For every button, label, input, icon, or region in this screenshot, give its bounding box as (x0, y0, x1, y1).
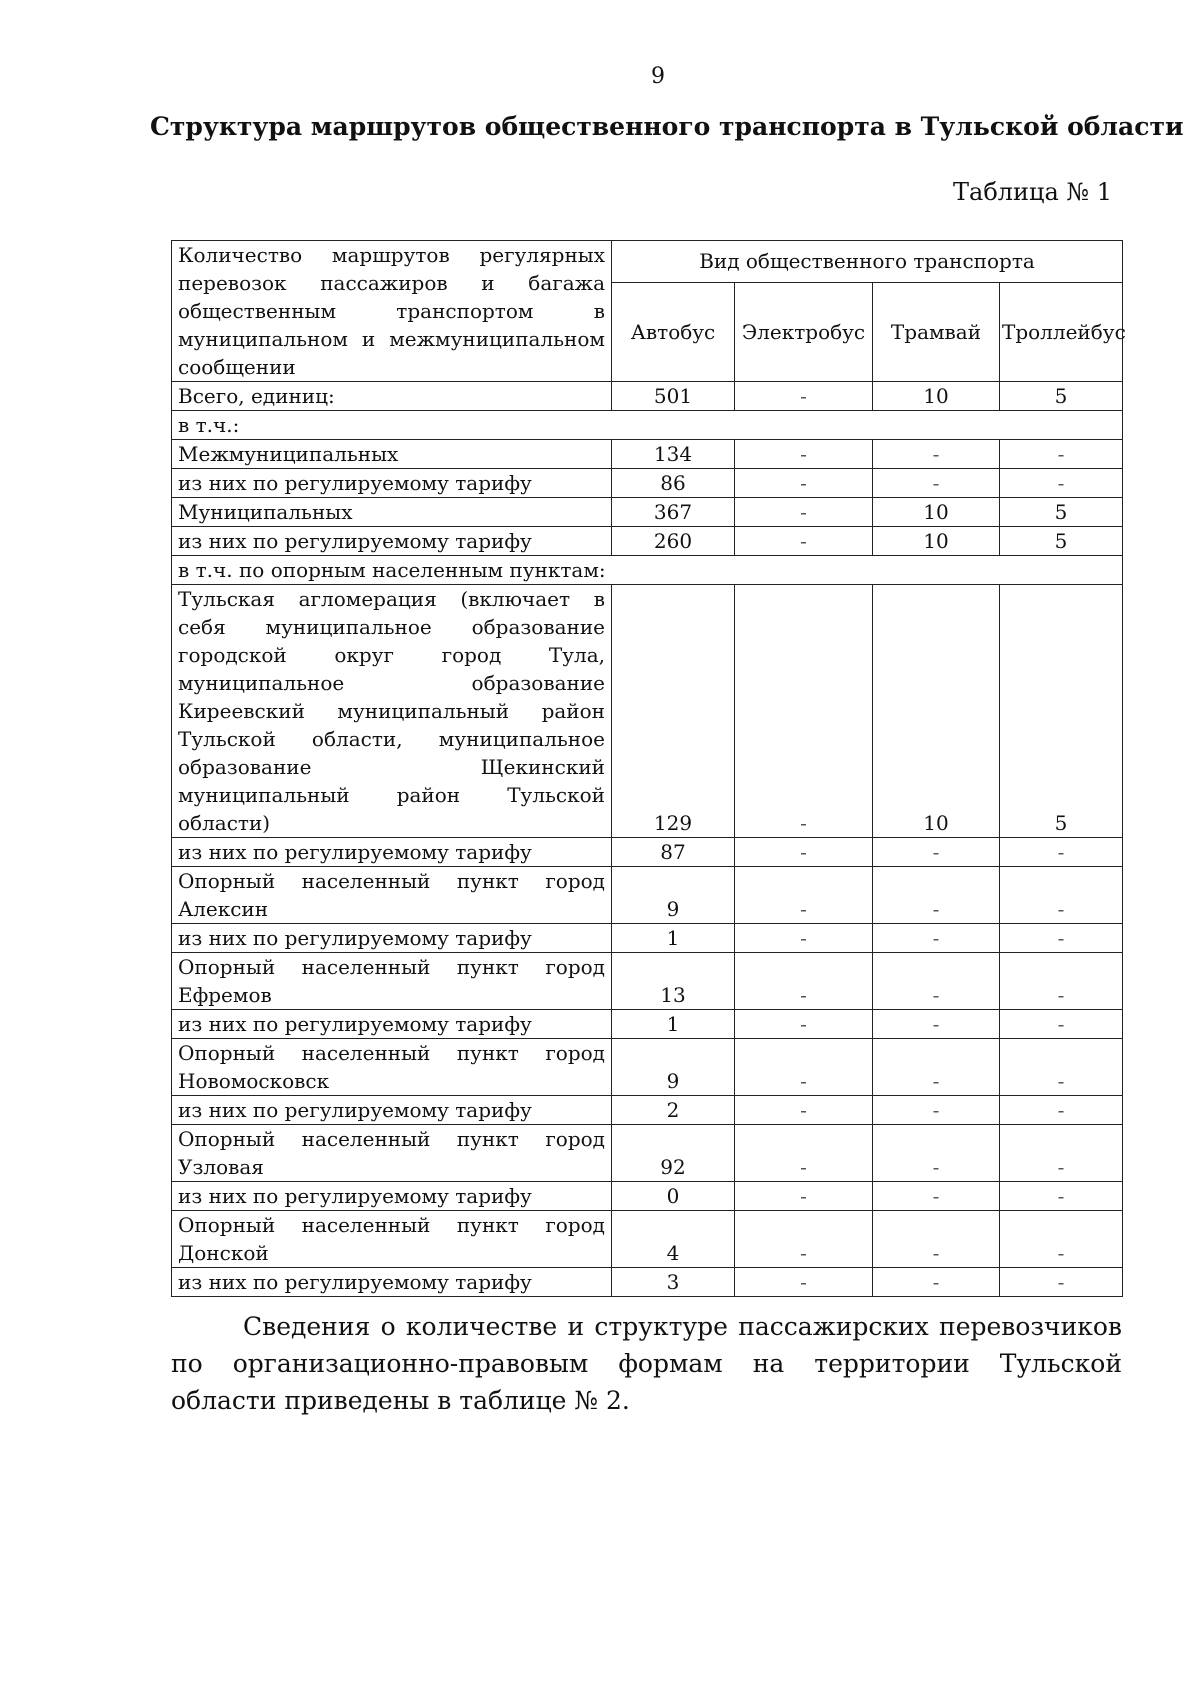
value-cell: - (873, 1182, 1000, 1211)
value-cell: - (873, 1125, 1000, 1182)
page-number: 9 (651, 64, 665, 89)
value-cell: - (735, 953, 873, 1010)
value-cell: 5 (1000, 382, 1123, 411)
value-cell: 1 (612, 924, 735, 953)
column-header-trolleybus: Троллейбус (1000, 282, 1123, 381)
value-cell: 10 (873, 527, 1000, 556)
value-cell: - (735, 1010, 873, 1039)
value-cell: - (1000, 1268, 1123, 1297)
value-cell: - (873, 924, 1000, 953)
value-cell: - (735, 1125, 873, 1182)
value-cell: 92 (612, 1125, 735, 1182)
value-cell: - (1000, 440, 1123, 469)
value-cell: - (735, 440, 873, 469)
row-label-cell: из них по регулируемому тарифу (172, 1096, 612, 1125)
value-cell: - (735, 1182, 873, 1211)
section-label-cell: в т.ч.: (172, 411, 1123, 440)
row-label-cell: Тульская агломерация (включает в себя муниципальное образование городской округ город Тула, муниципальное образование Киреевский муниципальный район Тульской области, муниципальное образование Щекинский муниципальный район Тульской области) (172, 585, 612, 838)
header-group-cell: Вид общественного транспорта (612, 241, 1123, 283)
column-header-bus: Автобус (612, 282, 735, 381)
value-cell: 367 (612, 498, 735, 527)
value-cell: - (873, 1096, 1000, 1125)
row-label-cell: Межмуниципальных (172, 440, 612, 469)
section-label-cell: в т.ч. по опорным населенным пунктам: (172, 556, 1123, 585)
value-cell: - (735, 1268, 873, 1297)
row-label-cell: из них по регулируемому тарифу (172, 1010, 612, 1039)
value-cell: - (735, 838, 873, 867)
row-label-cell: Опорный населенный пункт город Алексин (172, 867, 612, 924)
value-cell: 5 (1000, 585, 1123, 838)
value-cell: 5 (1000, 498, 1123, 527)
column-header-electrobus: Электробус (735, 282, 873, 381)
value-cell: 9 (612, 867, 735, 924)
table-row (172, 1268, 1123, 1297)
row-label-cell: Всего, единиц: (172, 382, 612, 411)
row-label-cell: Опорный населенный пункт город Ефремов (172, 953, 612, 1010)
table-row (172, 498, 1123, 527)
value-cell: - (873, 440, 1000, 469)
value-cell: 501 (612, 382, 735, 411)
table-row (172, 585, 1123, 838)
value-cell: - (735, 527, 873, 556)
table-row (172, 1182, 1123, 1211)
table-row (172, 469, 1123, 498)
table-row (172, 556, 1123, 585)
value-cell: - (735, 924, 873, 953)
value-cell: 3 (612, 1268, 735, 1297)
value-cell: - (735, 1096, 873, 1125)
table-row (172, 382, 1123, 411)
column-header-tram: Трамвай (873, 282, 1000, 381)
value-cell: - (1000, 469, 1123, 498)
value-cell: - (735, 469, 873, 498)
value-cell: - (735, 1039, 873, 1096)
table-row (172, 924, 1123, 953)
value-cell: 86 (612, 469, 735, 498)
routes-table (171, 240, 1126, 1297)
table-row (172, 527, 1123, 556)
value-cell: 1 (612, 1010, 735, 1039)
row-label-cell: Муниципальных (172, 498, 612, 527)
value-cell: - (873, 1010, 1000, 1039)
row-label-cell: Опорный населенный пункт город Узловая (172, 1125, 612, 1182)
table-row (172, 1211, 1123, 1268)
row-label-cell: из них по регулируемому тарифу (172, 1268, 612, 1297)
value-cell: 5 (1000, 527, 1123, 556)
value-cell: - (735, 1211, 873, 1268)
value-cell: 2 (612, 1096, 735, 1125)
row-label-cell: из них по регулируемому тарифу (172, 469, 612, 498)
row-label-cell: Опорный населенный пункт город Донской (172, 1211, 612, 1268)
value-cell: 129 (612, 585, 735, 838)
document-title: Структура маршрутов общественного транспорта в Тульской области (150, 112, 1184, 141)
value-cell: 0 (612, 1182, 735, 1211)
value-cell: - (735, 382, 873, 411)
value-cell: 87 (612, 838, 735, 867)
value-cell: 13 (612, 953, 735, 1010)
table-caption: Таблица № 1 (953, 178, 1112, 206)
table-row (172, 440, 1123, 469)
value-cell: 9 (612, 1039, 735, 1096)
body-paragraph: Сведения о количестве и структуре пассажирских перевозчиков по организационно-правовым формам на территории Тульской области приведены в таблице № 2. (171, 1312, 1122, 1415)
table-row (172, 953, 1123, 1010)
value-cell: - (873, 1268, 1000, 1297)
value-cell: - (873, 469, 1000, 498)
value-cell: 10 (873, 382, 1000, 411)
value-cell: - (1000, 924, 1123, 953)
value-cell: - (1000, 838, 1123, 867)
header-label-cell: Количество маршрутов регулярных перевозок пассажиров и багажа общественным транспортом в муниципальном и межмуниципальном сообщении (172, 241, 612, 382)
value-cell: - (1000, 1096, 1123, 1125)
table-row (172, 1096, 1123, 1125)
row-label-cell: Опорный населенный пункт город Новомосковск (172, 1039, 612, 1096)
value-cell: - (1000, 953, 1123, 1010)
value-cell: - (1000, 1010, 1123, 1039)
value-cell: - (873, 1211, 1000, 1268)
table-row (172, 1125, 1123, 1182)
value-cell: 134 (612, 440, 735, 469)
value-cell: - (1000, 1125, 1123, 1182)
table-row (172, 1010, 1123, 1039)
value-cell: - (1000, 867, 1123, 924)
value-cell: 260 (612, 527, 735, 556)
value-cell: - (1000, 1211, 1123, 1268)
value-cell: - (735, 867, 873, 924)
row-label-cell: из них по регулируемому тарифу (172, 527, 612, 556)
row-label-cell: из них по регулируемому тарифу (172, 838, 612, 867)
value-cell: 4 (612, 1211, 735, 1268)
row-label-cell: из них по регулируемому тарифу (172, 1182, 612, 1211)
value-cell: - (873, 838, 1000, 867)
value-cell: - (873, 867, 1000, 924)
table-row (172, 411, 1123, 440)
value-cell: - (735, 585, 873, 838)
table-row (172, 867, 1123, 924)
value-cell: 10 (873, 585, 1000, 838)
value-cell: - (735, 498, 873, 527)
value-cell: - (1000, 1182, 1123, 1211)
table-row (172, 838, 1123, 867)
value-cell: 10 (873, 498, 1000, 527)
value-cell: - (873, 1039, 1000, 1096)
value-cell: - (873, 953, 1000, 1010)
table-header-row (172, 241, 1123, 283)
row-label-cell: из них по регулируемому тарифу (172, 924, 612, 953)
table-row (172, 1039, 1123, 1096)
value-cell: - (1000, 1039, 1123, 1096)
